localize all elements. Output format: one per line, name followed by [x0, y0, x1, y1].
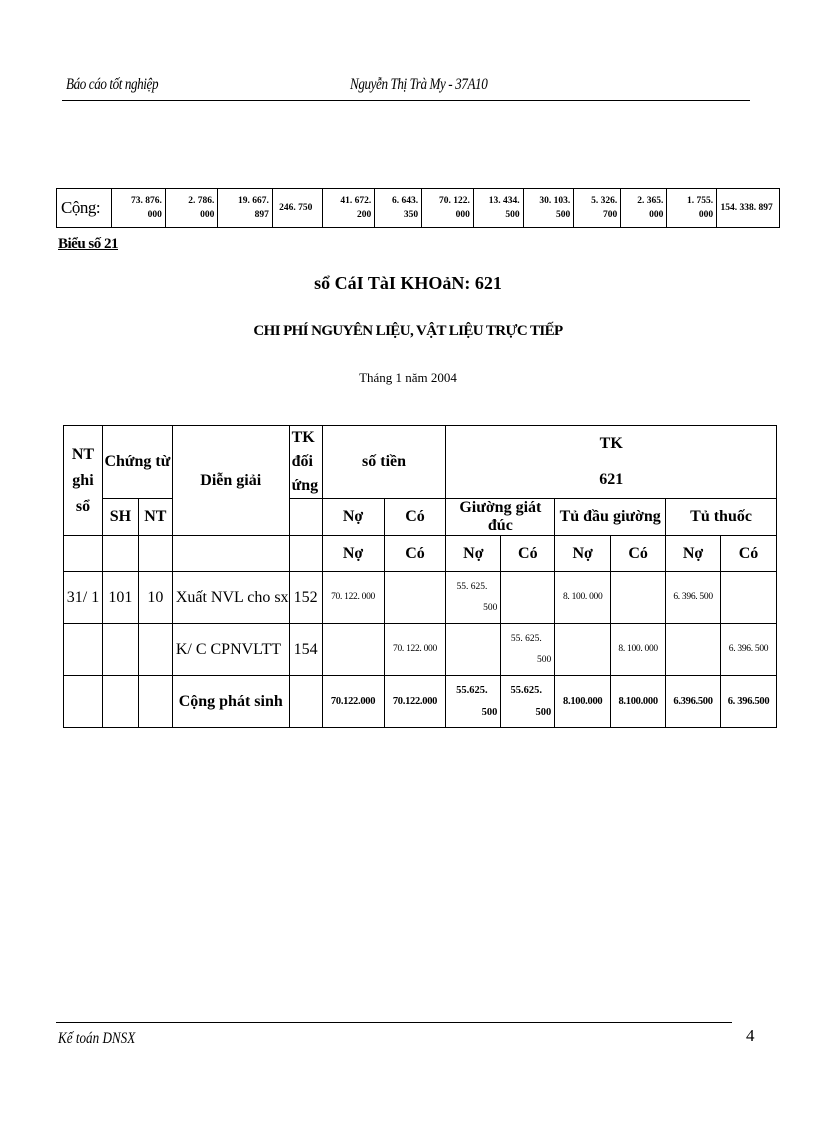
header-no: Nợ — [666, 536, 721, 572]
table-row — [64, 624, 777, 676]
summary-row-table — [56, 188, 780, 228]
summary-cell: 154. 338. 897 — [717, 189, 780, 228]
header-co: Có — [611, 536, 666, 572]
header-co: Có — [721, 536, 777, 572]
cell-tuthuoc-no — [666, 624, 721, 676]
header-empty — [289, 499, 322, 536]
summary-cell: 73. 876. 000 — [112, 189, 166, 228]
cell-co: 70. 122. 000 — [384, 624, 446, 676]
cell-ntc: 10 — [138, 572, 172, 624]
summary-cell: 246. 750 — [272, 189, 322, 228]
summary-cell: 13. 434. 500 — [473, 189, 523, 228]
header-co: Có — [384, 536, 446, 572]
cell-tk: 152 — [289, 572, 322, 624]
cell-giuong-no: 55. 625. 500 — [446, 572, 501, 624]
total-tuthuoc-no: 6.396.500 — [666, 676, 721, 728]
header-row-3 — [64, 536, 777, 572]
cell-tuthuoc-co — [721, 572, 777, 624]
header-tk-doi-ung: TK đối ứng — [289, 426, 322, 499]
cell-tudau-co — [611, 572, 666, 624]
cell-dien-giai: Xuất NVL cho sx — [172, 572, 289, 624]
header-nt: NT — [138, 499, 172, 536]
cell-co — [384, 572, 446, 624]
summary-cell: 1. 755. 000 — [667, 189, 717, 228]
header-no: Nợ — [322, 536, 384, 572]
cell-tudau-no: 8. 100. 000 — [555, 572, 611, 624]
cell-tudau-co: 8. 100. 000 — [611, 624, 666, 676]
header-sh: SH — [102, 499, 138, 536]
header-chung-tu: Chứng từ — [102, 426, 172, 499]
header-blank — [64, 536, 103, 572]
summary-cell: 5. 326. 700 — [574, 189, 621, 228]
total-row — [64, 676, 777, 728]
header-left: Báo cáo tốt nghiệp — [66, 76, 159, 93]
cell-blank — [138, 676, 172, 728]
summary-cell: 6. 643. 350 — [375, 189, 422, 228]
total-tuthuoc-co: 6. 396.500 — [721, 676, 777, 728]
cell-tk: 154 — [289, 624, 322, 676]
summary-row — [57, 189, 780, 228]
header-blank — [138, 536, 172, 572]
cell-sh: 101 — [102, 572, 138, 624]
header-row-2 — [64, 499, 777, 536]
table-row — [64, 572, 777, 624]
header-tu-dau-giuong: Tủ đầu giường — [555, 499, 666, 536]
ledger-table — [63, 425, 777, 728]
cell-nt: 31/ 1 — [64, 572, 103, 624]
header-no: Nợ — [446, 536, 501, 572]
cell-blank — [102, 676, 138, 728]
cell-tuthuoc-co: 6. 396. 500 — [721, 624, 777, 676]
header-tu-thuoc: Tủ thuốc — [666, 499, 777, 536]
cell-tudau-no — [555, 624, 611, 676]
header-co: Có — [384, 499, 446, 536]
cell-blank — [289, 676, 322, 728]
cell-sh — [102, 624, 138, 676]
footer-rule — [56, 1022, 732, 1023]
ledger-title: sổ CáI TàI KHOảN: 621 — [314, 273, 502, 293]
header-no: Nợ — [555, 536, 611, 572]
total-co: 70.122.000 — [384, 676, 446, 728]
page-number: 4 — [746, 1026, 755, 1045]
cell-no — [322, 624, 384, 676]
summary-cell: 70. 122. 000 — [422, 189, 474, 228]
cell-dien-giai: K/ C CPNVLTT — [172, 624, 289, 676]
header-no: Nợ — [322, 499, 384, 536]
header-so-tien: số tiền — [322, 426, 446, 499]
total-tudau-co: 8.100.000 — [611, 676, 666, 728]
total-tudau-no: 8.100.000 — [555, 676, 611, 728]
summary-cell: 19. 667. 897 — [218, 189, 272, 228]
header-row-1 — [64, 426, 777, 463]
header-tk: TK — [446, 426, 777, 463]
header-blank — [289, 536, 322, 572]
summary-label: Cộng: — [57, 189, 112, 228]
cell-tuthuoc-no: 6. 396. 500 — [666, 572, 721, 624]
summary-cell: 2. 786. 000 — [165, 189, 218, 228]
header-right: Nguyễn Thị Trà My - 37A10 — [350, 76, 488, 93]
header-blank — [102, 536, 138, 572]
header-co: Có — [501, 536, 555, 572]
cell-giuong-no — [446, 624, 501, 676]
cell-nt — [64, 624, 103, 676]
cell-ntc — [138, 624, 172, 676]
exhibit-label: Biểu số 21 — [58, 236, 119, 252]
summary-cell: 41. 672. 200 — [322, 189, 375, 228]
ledger-period: Tháng 1 năm 2004 — [359, 370, 457, 385]
cell-giuong-co: 55. 625. 500 — [501, 624, 555, 676]
header-nt-ghi-so: NT ghi sổ — [64, 426, 103, 536]
ledger-subtitle: CHI PHÍ NGUYÊN LIỆU, VẬT LIỆU TRỰC TIẾP — [253, 323, 563, 339]
cell-no: 70. 122. 000 — [322, 572, 384, 624]
header-dien-giai: Diễn giải — [172, 426, 289, 536]
total-no: 70.122.000 — [322, 676, 384, 728]
summary-cell: 2. 365. 000 — [621, 189, 667, 228]
header-621: 621 — [446, 462, 777, 499]
cell-blank — [64, 676, 103, 728]
cell-giuong-co — [501, 572, 555, 624]
total-giuong-no: 55.625. 500 — [446, 676, 501, 728]
footer-left: Kế toán DNSX — [58, 1030, 136, 1047]
header-giuong-giat-duc: Giường giát đúc — [446, 499, 555, 536]
summary-cell: 30. 103. 500 — [523, 189, 574, 228]
header-blank — [172, 536, 289, 572]
total-giuong-co: 55.625. 500 — [501, 676, 555, 728]
header-rule — [62, 100, 750, 101]
total-label: Cộng phát sinh — [172, 676, 289, 728]
